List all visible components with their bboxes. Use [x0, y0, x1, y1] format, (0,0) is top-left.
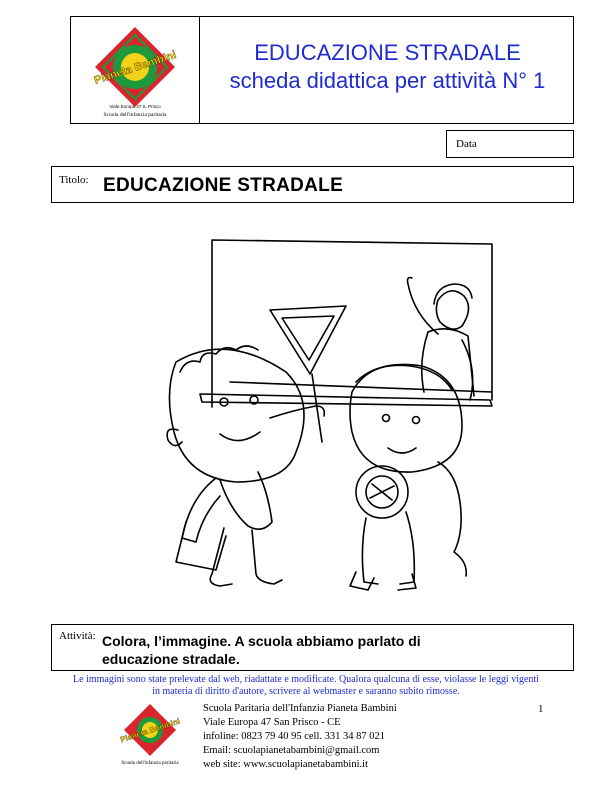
page-number: 1 — [538, 703, 544, 715]
disclaimer-line-2: in materia di diritto d'autore, scrivere al webmaster e saranno subito rimosse. — [152, 686, 460, 697]
school-logo — [71, 17, 199, 125]
date-field[interactable] — [446, 130, 574, 158]
footer-email[interactable]: Email: scuolapianetabambini@gmail.com — [203, 745, 380, 756]
title-field — [51, 166, 574, 203]
title-label: Titolo: — [59, 174, 89, 186]
activity-line-1: Colora, l’immagine. A scuola abbiamo parlato di — [102, 633, 421, 649]
activity-text — [102, 632, 542, 668]
footer-school-name: Scuola Paritaria dell'Infanzia Pianeta Bambini — [203, 703, 397, 714]
sheet-title-line-1: EDUCAZIONE STRADALE — [254, 40, 521, 65]
footer-website[interactable]: web site: www.scuolapianetabambini.it — [203, 759, 368, 770]
logo-subtext-1: Viale Europa 47 S. Prisco — [109, 104, 161, 109]
footer-logo — [100, 700, 200, 770]
activity-line-2: educazione stradale. — [102, 651, 240, 667]
footer-phone: infoline: 0823 79 40 95 cell. 331 34 87 021 — [203, 731, 385, 742]
title-value: EDUCAZIONE STRADALE — [103, 175, 344, 196]
footer-address: Viale Europa 47 San Prisco - CE — [203, 717, 341, 728]
disclaimer-line-1: Le immagini sono state prelevate dal web, riadattate e modificate. Qualora qualcuna di esse, violasse le leggi vigenti — [73, 674, 539, 685]
copyright-disclaimer — [30, 674, 582, 698]
activity-field — [51, 624, 574, 671]
sheet-title — [200, 39, 575, 95]
coloring-illustration — [120, 222, 510, 612]
teacher-figure — [408, 278, 475, 400]
sheet-title-line-2: scheda didattica per attività N° 1 — [229, 68, 546, 93]
activity-label: Attività: — [59, 630, 96, 642]
header-table — [70, 16, 574, 124]
date-label: Data — [456, 138, 477, 150]
footer-logo-subtext: Scuola dell'infanzia paritaria — [121, 761, 179, 766]
footer-logo-text: Pianeta Bambini — [119, 716, 182, 745]
boy-figure — [167, 306, 346, 586]
logo-subtext-2: Scuola dell'infanzia paritaria — [103, 112, 167, 118]
footer-contact — [203, 702, 523, 772]
logo-text: Pianeta Bambini — [92, 49, 178, 87]
